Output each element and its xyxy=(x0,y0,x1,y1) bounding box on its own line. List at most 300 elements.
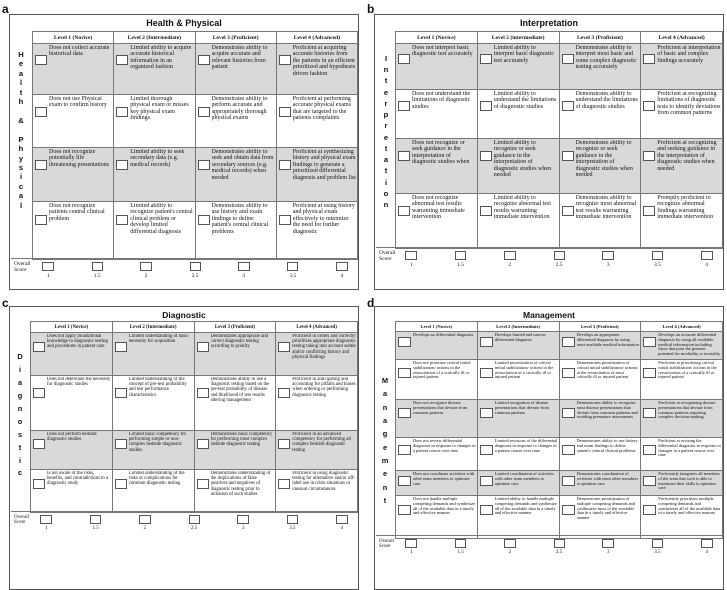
criterion-checkbox[interactable] xyxy=(115,479,127,489)
criterion-checkbox[interactable] xyxy=(35,215,47,225)
rubric-cell xyxy=(641,139,723,194)
rubric-row xyxy=(396,360,723,400)
score-tick-label: 3 xyxy=(606,262,610,268)
criterion-checkbox[interactable] xyxy=(398,445,411,455)
rubric-table xyxy=(30,321,358,513)
level-header-4: Level 4 (Advanced) xyxy=(641,32,723,44)
criterion-text: Limited ability to recognize abnormal test results warranting immediate intervention xyxy=(493,195,552,221)
criterion-text: Does not handle multiple competing demands and synthesize all of the available data in a timely and effective manner xyxy=(413,497,476,516)
criterion-checkbox[interactable] xyxy=(116,160,128,170)
criterion-checkbox[interactable] xyxy=(198,215,210,225)
criterion-checkbox[interactable] xyxy=(278,439,290,449)
cell-content xyxy=(641,194,722,248)
score-option-box[interactable] xyxy=(652,539,663,548)
rubric-cell xyxy=(396,332,478,360)
criterion-checkbox[interactable] xyxy=(480,54,492,64)
criterion-checkbox[interactable] xyxy=(116,215,128,225)
score-option-box[interactable] xyxy=(602,251,614,260)
cell-content xyxy=(641,438,722,470)
score-tick-label: 2.5 xyxy=(191,273,199,279)
criterion-text: Demonstrates prioritization of multiple competing demands and synthesizes most of the available data in a timely and effective manner xyxy=(576,497,635,520)
criterion-checkbox[interactable] xyxy=(198,55,210,65)
criterion-checkbox[interactable] xyxy=(480,445,493,455)
score-option-box[interactable] xyxy=(336,515,348,524)
criterion-checkbox[interactable] xyxy=(562,101,574,111)
overall-score-label: Overall Score xyxy=(379,250,396,262)
criterion-text: Demonstrates ability to understand the limitations of diagnostic studies xyxy=(575,91,638,110)
rubric-row xyxy=(396,139,723,194)
criterion-checkbox[interactable] xyxy=(480,206,492,216)
rubric-cell xyxy=(641,194,723,249)
criterion-text: Limited ability to handle multiple competing demands and synthesize all of the available data in a timely and effective manner xyxy=(494,497,557,516)
criterion-text: Demonstrates basic competency for performing most complex bedside diagnostic testing xyxy=(210,432,273,448)
score-option-box[interactable] xyxy=(701,539,713,548)
rubric-panel-d xyxy=(374,306,724,590)
score-option-box[interactable] xyxy=(139,515,151,524)
cell-content xyxy=(641,139,722,193)
cell-content xyxy=(113,333,194,375)
criterion-checkbox[interactable] xyxy=(643,54,655,64)
cell-content xyxy=(396,438,477,470)
cell-content xyxy=(396,400,477,437)
score-tick-label: 3.5 xyxy=(289,273,297,279)
rubric-cell xyxy=(641,400,723,438)
rubric-cell xyxy=(559,332,641,360)
score-option-box[interactable] xyxy=(602,539,614,548)
cell-content xyxy=(560,332,641,359)
score-option-box[interactable] xyxy=(287,515,298,524)
rubric-cell xyxy=(477,438,559,471)
criterion-checkbox[interactable] xyxy=(643,505,656,515)
cell-content xyxy=(277,95,357,147)
criterion-text: Proficient at synthesizing history and physical exam findings to generate a prioritized differential diagnosis and problem list xyxy=(292,149,356,181)
criterion-checkbox[interactable] xyxy=(562,445,575,455)
rubric-row xyxy=(31,431,358,470)
cell-content xyxy=(478,44,559,89)
criterion-text: Does not prioritize critical initial stabilization/ actions in the resuscitation of a critically ill or injured patient xyxy=(413,361,471,380)
rubric-cell xyxy=(396,360,478,400)
rubric-cell xyxy=(396,438,478,471)
criterion-text: Does not review differential diagnoses in response to changes in a patient course over time xyxy=(413,439,476,453)
overall-score-label: Overall Score xyxy=(14,515,29,525)
cell-content xyxy=(114,95,194,147)
criterion-checkbox[interactable] xyxy=(643,368,656,378)
side-label-letter: t xyxy=(384,143,388,153)
score-option-box[interactable] xyxy=(405,251,417,260)
cell-content xyxy=(31,333,112,375)
criterion-checkbox[interactable] xyxy=(398,337,411,347)
rubric-row xyxy=(33,95,358,148)
criterion-text: Proficient in using diagnostic testing for alternative and/or off-label use in crisis situations or unusual circumstances xyxy=(292,471,356,492)
rubric-row xyxy=(33,148,358,202)
cell-content xyxy=(114,202,194,259)
side-label-letter: r xyxy=(384,121,388,131)
rubric-cell xyxy=(559,496,641,539)
score-option-box[interactable] xyxy=(190,262,201,271)
cell-content xyxy=(560,471,641,495)
rubric-cell xyxy=(641,90,723,139)
rubric-cell xyxy=(559,471,641,496)
side-label xyxy=(12,353,28,482)
side-label-letter: r xyxy=(384,98,388,108)
side-label-letter: n xyxy=(383,65,389,75)
score-option-box[interactable] xyxy=(455,251,466,260)
score-option-box[interactable] xyxy=(701,251,713,260)
score-option-box[interactable] xyxy=(238,262,250,271)
side-label-letter: y xyxy=(18,153,24,163)
side-label-letter: g xyxy=(382,429,388,439)
side-label-letter: c xyxy=(18,181,24,191)
criterion-text: Limited ability to interpret basic diagnostic test accurately xyxy=(493,45,555,64)
criterion-text: Does not recognize patients central clinical problem xyxy=(49,203,105,222)
cell-content xyxy=(196,202,276,259)
score-option-box[interactable] xyxy=(554,251,565,260)
criterion-text: Limited understanding of the concept of pre-test probability and test performance characteristics xyxy=(128,377,187,398)
cell-content xyxy=(641,360,722,399)
criterion-text: Develops an appropriate differential diagnosis by using most available medical information xyxy=(576,333,639,347)
criterion-text: Demonstrates coordination of activities with most other members to optimize care xyxy=(576,472,639,486)
rubric-cell xyxy=(194,376,276,431)
rubric-cell xyxy=(477,471,559,496)
score-tick-label: 1 xyxy=(45,526,48,531)
criterion-checkbox[interactable] xyxy=(398,408,411,418)
rubric-cell xyxy=(641,44,723,90)
criterion-text: Develops limited and narrow differential diagnosis xyxy=(494,333,546,342)
rubric-cell xyxy=(195,95,276,148)
criterion-text: Demonstrates ability to interpret most basic and some complex diagnostic testing accurately xyxy=(575,45,637,71)
level-header-1: Level 1 (Novice) xyxy=(396,32,478,44)
score-option-box[interactable] xyxy=(455,539,466,548)
side-label-letter: n xyxy=(383,200,389,210)
criterion-checkbox[interactable] xyxy=(643,206,655,216)
side-label-letter: e xyxy=(18,59,24,69)
score-tick-label: 1.5 xyxy=(92,526,99,531)
rubric-row xyxy=(396,194,723,249)
rubric-row xyxy=(33,44,358,95)
score-tick-label: 3 xyxy=(242,273,246,279)
level-header-4: Level 4 (Advanced) xyxy=(276,32,357,44)
criterion-checkbox[interactable] xyxy=(398,101,410,111)
rubric-cell xyxy=(641,438,723,471)
criterion-checkbox[interactable] xyxy=(562,408,575,418)
criterion-checkbox[interactable] xyxy=(480,337,493,347)
panel-letter-d: d xyxy=(367,296,375,310)
score-option-box[interactable] xyxy=(652,251,663,260)
score-option-box[interactable] xyxy=(504,251,516,260)
score-tick-label: 1 xyxy=(410,550,413,555)
rubric-cell xyxy=(396,139,478,194)
side-label-letter: e xyxy=(383,132,389,142)
criterion-text: Does not recognize potentially life threatening presentations xyxy=(49,149,110,168)
side-label-letter: h xyxy=(18,144,24,154)
score-option-box[interactable] xyxy=(42,262,54,271)
score-tick-label: 3 xyxy=(241,526,245,531)
side-label-letter: a xyxy=(382,415,388,425)
cell-content xyxy=(478,360,559,399)
rubric-title: Health & Physical xyxy=(146,18,222,28)
criterion-text: Does not understand the limitations of diagnostic studies xyxy=(412,91,471,110)
criterion-checkbox[interactable] xyxy=(643,337,656,347)
score-option-box[interactable] xyxy=(90,515,101,524)
rubric-row xyxy=(31,470,358,513)
criterion-checkbox[interactable] xyxy=(398,476,411,486)
cell-content xyxy=(396,496,477,538)
rubric-title: Diagnostic xyxy=(162,310,206,320)
criterion-text: Limited basic competency for performing simple or non-complex bedside diagnostic studies xyxy=(128,432,187,453)
criterion-checkbox[interactable] xyxy=(279,160,291,170)
side-label-letter: a xyxy=(18,68,24,78)
criterion-checkbox[interactable] xyxy=(278,388,290,398)
score-option-box[interactable] xyxy=(140,262,152,271)
score-tick-label: 1 xyxy=(410,262,413,268)
level-header-4: Level 4 (Advanced) xyxy=(641,322,723,332)
rubric-cell xyxy=(31,333,113,376)
criterion-checkbox[interactable] xyxy=(115,388,127,398)
rubric-cell xyxy=(477,496,559,539)
criterion-checkbox[interactable] xyxy=(562,505,575,515)
criterion-checkbox[interactable] xyxy=(278,479,290,489)
criterion-checkbox[interactable] xyxy=(33,342,45,352)
criterion-text: Limited coordination of activities with other team members to optimize care xyxy=(494,472,554,486)
criterion-text: Promptly proficient to recognize abnormal findings warranting immediate intervention xyxy=(657,195,714,221)
overall-score-label: Overall Score xyxy=(379,539,394,549)
criterion-checkbox[interactable] xyxy=(643,151,655,161)
side-label-letter: l xyxy=(19,200,23,210)
rubric-row xyxy=(396,332,723,360)
rubric-cell xyxy=(559,139,641,194)
rubric-row xyxy=(31,333,358,376)
side-label-letter: a xyxy=(17,377,23,387)
side-label-letter: a xyxy=(18,191,24,201)
criterion-text: Is not aware of the risks, benefits, and contradictions to a diagnostic study xyxy=(47,471,109,487)
level-header-2: Level 2 (Intermediate) xyxy=(114,32,195,44)
side-label-letter: t xyxy=(384,76,388,86)
cell-content xyxy=(641,471,722,495)
side-label-letter: e xyxy=(383,87,389,97)
rubric-cell xyxy=(396,496,478,539)
score-tick-label: 4 xyxy=(340,526,343,531)
rubric-cell xyxy=(112,333,194,376)
criterion-text: Demonstrates ability to recognize most disease presentations that deviate from common patterns and avoiding premature assessments xyxy=(576,401,638,420)
cell-content xyxy=(113,376,194,430)
criterion-text: Does not coordinate activities with other team members to optimize care xyxy=(413,472,475,486)
criterion-checkbox[interactable] xyxy=(398,151,410,161)
rubric-cell xyxy=(276,148,357,202)
criterion-text: Proficient in an advanced competency for performing all complex bedside diagnostic testing xyxy=(292,432,351,453)
cell-content xyxy=(478,332,559,359)
criterion-text: Demonstrates ability to use a diagnostic testing based on the pre-test probability of disease and likelihood of test results altering management xyxy=(210,377,270,403)
score-tick-label: 2 xyxy=(508,262,512,268)
rubric-cell xyxy=(477,400,559,438)
criterion-checkbox[interactable] xyxy=(198,107,210,117)
criterion-checkbox[interactable] xyxy=(643,476,656,486)
criterion-checkbox[interactable] xyxy=(562,476,575,486)
criterion-text: Does not collect accurate historical data xyxy=(49,45,110,58)
rubric-cell xyxy=(31,431,113,470)
cell-content xyxy=(560,44,641,89)
score-tick-label: 3.5 xyxy=(653,262,661,268)
criterion-checkbox[interactable] xyxy=(198,160,210,170)
side-label-letter: l xyxy=(19,78,23,88)
rubric-cell xyxy=(641,471,723,496)
rubric-cell xyxy=(194,333,276,376)
cell-content xyxy=(33,148,113,201)
score-option-box[interactable] xyxy=(336,262,348,271)
rubric-cell xyxy=(114,148,195,202)
rubric-cell xyxy=(114,44,195,95)
criterion-checkbox[interactable] xyxy=(562,54,574,64)
criterion-checkbox[interactable] xyxy=(480,101,492,111)
panel-letter-a: a xyxy=(2,2,9,16)
score-tick-label: 1 xyxy=(46,273,50,279)
score-tick-label: 2.5 xyxy=(190,526,198,531)
criterion-checkbox[interactable] xyxy=(480,368,493,378)
criterion-checkbox[interactable] xyxy=(197,479,209,489)
cell-content xyxy=(396,90,477,138)
criterion-checkbox[interactable] xyxy=(35,160,47,170)
score-option-box[interactable] xyxy=(405,539,417,548)
criterion-text: Demonstrates ability to acquire accurate and relevant histories from patient xyxy=(211,45,268,71)
level-header-1: Level 1 (Novice) xyxy=(33,32,114,44)
criterion-text: Demonstrates ability to recognize or seek guidance in the interpretation of diagnostic studies when needed xyxy=(575,140,633,179)
cell-content xyxy=(478,194,559,248)
cell-content xyxy=(641,496,722,538)
criterion-checkbox[interactable] xyxy=(480,505,493,515)
rubric-cell xyxy=(477,360,559,400)
score-option-box[interactable] xyxy=(189,515,200,524)
criterion-checkbox[interactable] xyxy=(33,388,45,398)
score-option-box[interactable] xyxy=(40,515,52,524)
cell-content xyxy=(277,202,357,259)
cell-content xyxy=(114,44,194,94)
criterion-text: Limited understanding of the risks or complications for common diagnostic testing xyxy=(128,471,185,487)
criterion-checkbox[interactable] xyxy=(643,445,656,455)
criterion-checkbox[interactable] xyxy=(398,505,411,515)
rubric-cell xyxy=(31,470,113,513)
criterion-checkbox[interactable] xyxy=(116,55,128,65)
rubric-row xyxy=(396,471,723,496)
criterion-checkbox[interactable] xyxy=(398,206,410,216)
criterion-checkbox[interactable] xyxy=(197,388,209,398)
cell-content xyxy=(641,44,722,89)
score-tick-label: 4 xyxy=(340,273,344,279)
criterion-text: Proficient in orders and correctly prioritizes appropriate diagnostic testing taking into account subtle and/or conflicting history and physical findings xyxy=(292,334,356,360)
score-option-box[interactable] xyxy=(287,262,298,271)
criterion-text: Proficient at recognizing limitations of diagnostic tests to identify deviations from common patterns xyxy=(657,91,721,117)
criterion-checkbox[interactable] xyxy=(562,151,574,161)
cell-content xyxy=(396,44,477,89)
criterion-checkbox[interactable] xyxy=(643,408,656,418)
level-header-4: Level 4 (Advanced) xyxy=(276,322,358,333)
cell-content xyxy=(560,360,641,399)
criterion-checkbox[interactable] xyxy=(278,342,290,352)
criterion-text: Does not determine the necessity for diagnostic studies xyxy=(47,377,111,388)
criterion-text: Limited ability to acquire accurate historical information in an organized fashion xyxy=(130,45,192,71)
side-label-letter: i xyxy=(19,172,23,182)
score-option-box[interactable] xyxy=(504,539,516,548)
score-option-box[interactable] xyxy=(92,262,103,271)
rubric-cell xyxy=(477,139,559,194)
cell-content xyxy=(478,400,559,437)
criterion-checkbox[interactable] xyxy=(279,107,291,117)
score-tick-label: 3.5 xyxy=(289,526,296,531)
criterion-checkbox[interactable] xyxy=(33,439,45,449)
criterion-checkbox[interactable] xyxy=(35,107,47,117)
score-option-box[interactable] xyxy=(554,539,565,548)
level-header-2: Level 2 (Intermediate) xyxy=(477,322,559,332)
rubric-row xyxy=(396,400,723,438)
cell-content xyxy=(560,194,641,248)
criterion-checkbox[interactable] xyxy=(562,368,575,378)
cell-content xyxy=(560,496,641,538)
criterion-text: Demonstrates ability to seek and obtain data from secondary sources (e.g. medical records) when needed xyxy=(211,149,274,181)
cell-content xyxy=(31,470,112,512)
criterion-checkbox[interactable] xyxy=(398,368,411,378)
cell-content xyxy=(478,438,559,470)
criterion-text: Limited ability to recognize or seek guidance in the interpretation of diagnostic studies when needed xyxy=(493,140,552,179)
rubric-cell xyxy=(396,471,478,496)
criterion-text: Does not apply foundational knowledge to diagnostic testing and procedures in patient care xyxy=(47,334,108,350)
rubric-cell xyxy=(31,376,113,431)
criterion-checkbox[interactable] xyxy=(116,107,128,117)
criterion-checkbox[interactable] xyxy=(197,342,209,352)
cell-content xyxy=(396,471,477,495)
overall-score-bar xyxy=(11,511,358,535)
level-header-row xyxy=(396,32,723,44)
rubric-table xyxy=(395,321,723,539)
criterion-checkbox[interactable] xyxy=(398,54,410,64)
side-label-letter: t xyxy=(19,87,23,97)
criterion-checkbox[interactable] xyxy=(197,439,209,449)
criterion-text: Proficient at interpretation of basic and complex findings accurately xyxy=(657,45,721,64)
rubric-cell xyxy=(194,431,276,470)
criterion-checkbox[interactable] xyxy=(562,206,574,216)
side-label-letter: h xyxy=(18,97,24,107)
rubric-row xyxy=(33,202,358,260)
criterion-checkbox[interactable] xyxy=(562,337,575,347)
side-label-letter: s xyxy=(17,429,23,439)
side-label xyxy=(12,51,30,211)
rubric-panel-a xyxy=(9,14,359,290)
side-label-letter: c xyxy=(17,468,23,478)
criterion-checkbox[interactable] xyxy=(35,55,47,65)
criterion-checkbox[interactable] xyxy=(480,408,493,418)
score-tick-label: 1.5 xyxy=(457,550,464,555)
score-option-box[interactable] xyxy=(237,515,249,524)
side-label-letter: n xyxy=(382,482,388,492)
criterion-checkbox[interactable] xyxy=(115,342,127,352)
criterion-text: Does not use Physical exam to confirm history xyxy=(49,96,107,109)
criterion-text: Demonstrates appropriate and correct diagnostic testing according to priority xyxy=(210,334,269,350)
criterion-checkbox[interactable] xyxy=(115,439,127,449)
criterion-checkbox[interactable] xyxy=(279,55,291,65)
rubric-cell xyxy=(33,202,114,260)
criterion-checkbox[interactable] xyxy=(279,215,291,225)
level-header-row xyxy=(396,322,723,332)
score-tick-label: 2 xyxy=(143,526,147,531)
cell-content xyxy=(195,376,276,430)
rubric-cell xyxy=(641,360,723,400)
criterion-text: Demonstrates prioritization of critical initial stabilization/ actions in the resuscitation of most critically ill or injured patient xyxy=(576,361,638,380)
rubric-cell xyxy=(33,44,114,95)
criterion-checkbox[interactable] xyxy=(480,151,492,161)
rubric-row xyxy=(31,376,358,431)
criterion-checkbox[interactable] xyxy=(33,479,45,489)
criterion-checkbox[interactable] xyxy=(480,476,493,486)
cell-content xyxy=(276,376,357,430)
rubric-cell xyxy=(641,496,723,539)
criterion-checkbox[interactable] xyxy=(643,101,655,111)
